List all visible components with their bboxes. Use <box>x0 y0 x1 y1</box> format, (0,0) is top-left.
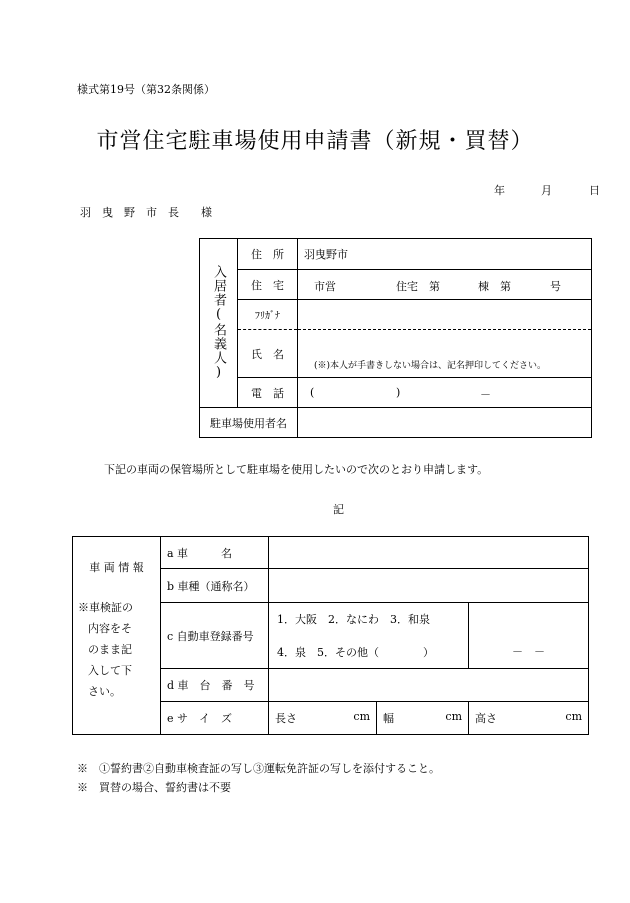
address-value: 羽曳野市 <box>304 248 348 261</box>
housing-go: 号 <box>550 280 561 293</box>
parking-user-field[interactable] <box>298 408 592 438</box>
phone-dash: － <box>480 388 491 401</box>
housing-label: 住 宅 <box>238 270 298 300</box>
name-field[interactable] <box>298 330 592 378</box>
note-line: 内容をそ <box>88 622 132 635</box>
phone-open: ( <box>310 386 315 399</box>
form-number: 様式第19号（第32条関係） <box>77 83 215 96</box>
car-name-label: a 車 名 <box>161 537 269 569</box>
height-unit: cm <box>565 710 582 723</box>
statement: 下記の車両の保管場所として駐車場を使用したいので次のとおり申請します。 <box>104 463 489 476</box>
date-month: 月 <box>541 184 552 197</box>
addressee: 羽 曳 野 市 長 様 <box>80 206 212 219</box>
length-unit: cm <box>353 710 370 723</box>
address-label: 住 所 <box>238 239 298 270</box>
note-line: さい。 <box>88 685 121 698</box>
chassis-field[interactable] <box>269 669 589 702</box>
date-year: 年 <box>494 184 505 197</box>
reg-label: c 自動車登録番号 <box>161 603 269 669</box>
vehicle-table <box>72 536 589 735</box>
note-line: のまま記 <box>88 643 132 656</box>
length-field[interactable] <box>269 702 377 735</box>
phone-field[interactable] <box>298 378 592 408</box>
name-note: (※)本人が手書きしない場合は、記名押印してください。 <box>314 361 547 371</box>
car-type-field[interactable] <box>269 569 589 603</box>
address-field[interactable] <box>298 239 592 270</box>
resident-section-label: 入居者(名義人) <box>200 239 238 408</box>
footnote: ※ 買替の場合、誓約書は不要 <box>77 781 231 794</box>
reg-options-2[interactable]: 4．泉 5．その他（ ） <box>269 636 469 669</box>
note-line: 入して下 <box>88 664 132 677</box>
width-field[interactable] <box>377 702 469 735</box>
size-label: e サ イ ズ <box>161 702 269 735</box>
phone-close: ) <box>396 386 401 399</box>
reg-dashes: － － <box>512 644 545 658</box>
chassis-label: d 車 台 番 号 <box>161 669 269 702</box>
page-title: 市営住宅駐車場使用申請書（新規・買替） <box>96 129 534 154</box>
furigana-field[interactable] <box>298 300 592 330</box>
resident-table <box>199 238 592 438</box>
height-label: 高さ <box>475 712 497 725</box>
ki-label: 記 <box>333 503 344 516</box>
width-label: 幅 <box>383 712 394 725</box>
housing-city: 市営 <box>314 280 336 293</box>
name-label: 氏 名 <box>238 330 298 378</box>
date-day: 日 <box>589 184 600 197</box>
housing-to: 棟 第 <box>478 280 511 293</box>
vehicle-section-label: 車 両 情 報 <box>89 561 144 574</box>
reg-options-1[interactable]: 1．大阪 2．なにわ 3．和泉 <box>269 603 469 636</box>
car-type-label: b 車種（通称名） <box>161 569 269 603</box>
phone-label: 電 話 <box>238 378 298 408</box>
footnote: ※ ①誓約書②自動車検査証の写し③運転免許証の写しを添付すること。 <box>77 762 440 775</box>
vehicle-section <box>73 537 161 735</box>
height-field[interactable] <box>469 702 589 735</box>
reg-number-field[interactable] <box>469 603 589 669</box>
parking-user-label: 駐車場使用者名 <box>200 408 298 438</box>
length-label: 長さ <box>275 712 297 725</box>
note-line: ※車検証の <box>78 601 133 614</box>
car-name-field[interactable] <box>269 537 589 569</box>
housing-ju: 住宅 第 <box>396 280 440 293</box>
housing-field[interactable] <box>298 270 592 300</box>
furigana-label: ﾌﾘｶﾞﾅ <box>238 300 298 330</box>
width-unit: cm <box>445 710 462 723</box>
